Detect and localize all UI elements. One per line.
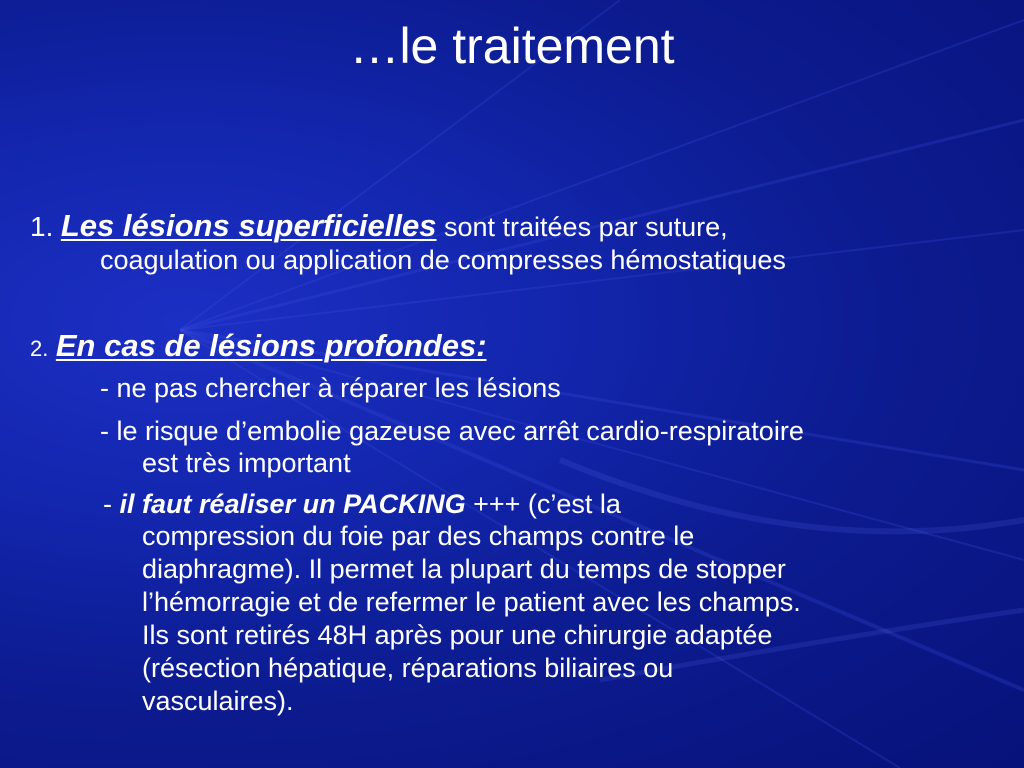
item2-bullet3-line: diaphragme). Il permet la plupart du temps de stopper	[142, 554, 786, 584]
item2-bullet3-emphasis: il faut réaliser un PACKING	[119, 489, 466, 519]
slide-title: …le traitement	[349, 18, 675, 74]
item1-text: sont traitées par suture,	[436, 212, 728, 242]
item2-heading	[30, 330, 487, 365]
item2-bullet1: - ne pas chercher à réparer les lésions	[100, 373, 561, 403]
item2-number: 2.	[30, 336, 49, 361]
item2-bullet3-line: l’hémorragie et de refermer le patient avec les champs.	[142, 587, 801, 617]
item2-bullet3-line: vasculaires).	[142, 686, 294, 716]
item1-line1	[30, 210, 728, 243]
item2-emphasis: En cas de lésions profondes:	[55, 328, 487, 363]
item2-bullet3-rest: +++ (c’est la	[465, 489, 621, 519]
item1-number: 1.	[30, 211, 54, 242]
item1-emphasis: Les lésions superficielles	[60, 208, 437, 243]
item2-bullet3-line: Ils sont retirés 48H après pour une chirurgie adaptée	[142, 620, 773, 650]
item2-bullet3-line: compression du foie par des champs contre le	[142, 521, 695, 551]
item2-bullet2-line2: est très important	[142, 448, 351, 478]
item2-bullet3-line: (résection hépatique, réparations biliaires ou	[142, 653, 674, 683]
item2-bullet3-line1	[103, 488, 621, 520]
item2-bullet3-dash: -	[103, 489, 120, 519]
item2-bullet2-line1: - le risque d’embolie gazeuse avec arrêt cardio-respiratoire	[100, 416, 804, 446]
item1-line2: coagulation ou application de compresses hémostatiques	[100, 245, 786, 275]
